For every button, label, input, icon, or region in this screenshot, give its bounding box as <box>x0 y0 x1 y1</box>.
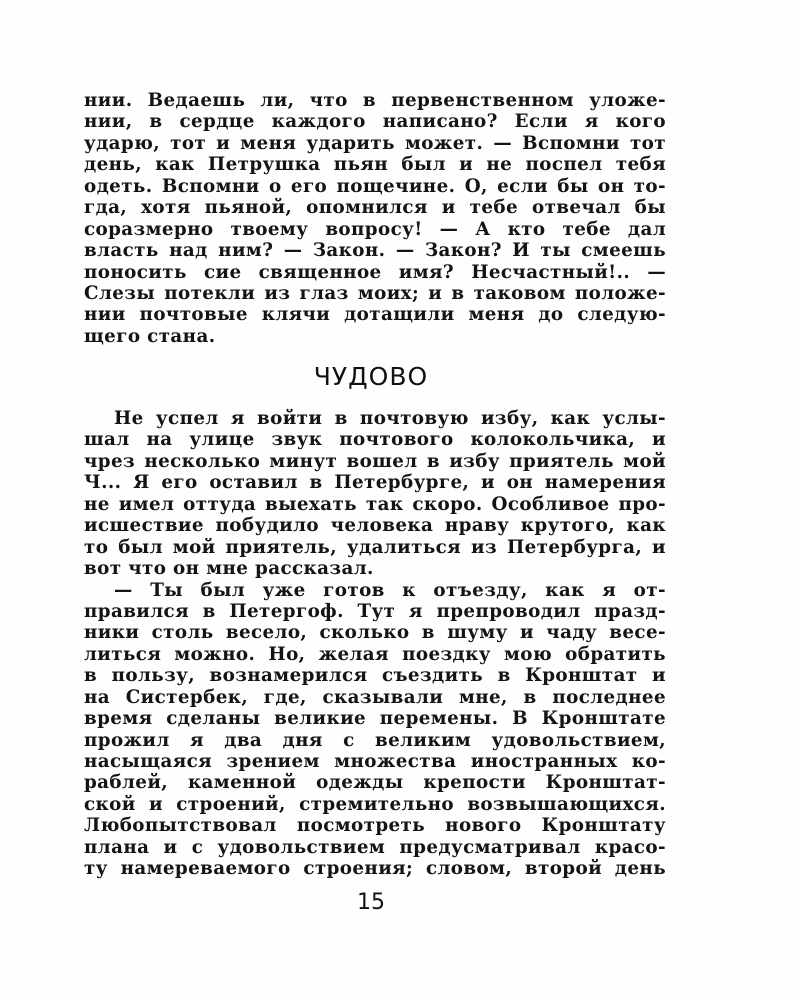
text-line: правился в Петергоф. Тут я препроводил празд- <box>84 600 666 622</box>
text-line: Любопытствовал посмотреть нового Кронштату <box>84 815 666 837</box>
text-line: поносить сие священное имя? Несчастный!.. — <box>84 261 666 283</box>
top-paragraph <box>84 90 666 347</box>
text-line: вот что он мне рассказал. <box>84 558 374 580</box>
text-line: плана и с удовольствием предусматривал красо- <box>84 836 666 858</box>
text-line: чрез несколько минут вошел в избу приятель мой <box>84 450 666 472</box>
text-line: прожил я два дня с великим удовольствием, <box>84 729 666 751</box>
text-line: нии. Ведаешь ли, что в первенственном уложе- <box>84 90 666 111</box>
page-number: 15 <box>357 890 385 915</box>
text-line: не имел оттуда выехать так скоро. Особливое про- <box>84 493 666 515</box>
text-line: одеть. Вспомни о его пощечине. О, если бы он то- <box>84 175 666 197</box>
text-line: ударю, тот и меня ударить может. — Вспомни тот <box>84 132 666 154</box>
text-line: шал на улице звук почтового колокольчика, и <box>84 429 666 451</box>
text-line: Слезы потекли из глаз моих; и в таковом положе- <box>84 282 666 304</box>
text-line: гда, хотя пьяной, опомнился и тебе отвечал бы <box>84 197 666 219</box>
text-line: ники столь весело, сколько в шуму и чаду весе- <box>84 622 666 644</box>
text-line: ской и строений, стремительно возвышающихся. <box>84 793 666 815</box>
text-line: нии почтовые клячи дотащили меня до следую- <box>84 304 666 326</box>
chapter-body <box>84 408 666 880</box>
text-line: Не успел я войти в почтовую избу, как услы- <box>114 408 666 429</box>
text-line: ту намереваемого строения; словом, второй день <box>84 858 666 880</box>
text-line: то был мой приятель, удалиться из Петербурга, и <box>84 536 666 558</box>
text-line: на Систербек, где, сказывали мне, в последнее <box>84 686 666 708</box>
text-line: щего стана. <box>84 325 216 347</box>
text-line: Ч... Я его оставил в Петербурге, и он намерения <box>84 472 666 494</box>
text-line: нии, в сердце каждого написано? Если я кого <box>84 111 666 133</box>
text-line: в пользу, вознамерился съездить в Кронштат и <box>84 665 666 687</box>
text-line: соразмерно твоему вопросу! — А кто тебе дал <box>84 218 666 240</box>
chapter-title: ЧУДОВО <box>313 362 429 391</box>
text-line: литься можно. Но, желая поездку мою обратить <box>84 643 666 665</box>
text-line: насыщаяся зрением множества иностранных ко- <box>84 751 666 772</box>
text-line: день, как Петрушка пьян был и не поспел тебя <box>84 154 666 176</box>
text-line: исшествие побудило человека нраву крутого, как <box>84 515 666 537</box>
text-line: власть над ним? — Закон. — Закон? И ты смеешь <box>84 240 666 262</box>
text-line: — Ты был уже готов к отъезду, как я от- <box>114 579 666 601</box>
text-line: раблей, каменной одежды крепости Кронштат- <box>84 772 666 794</box>
text-line: время сделаны великие перемены. В Кронштате <box>84 708 666 730</box>
